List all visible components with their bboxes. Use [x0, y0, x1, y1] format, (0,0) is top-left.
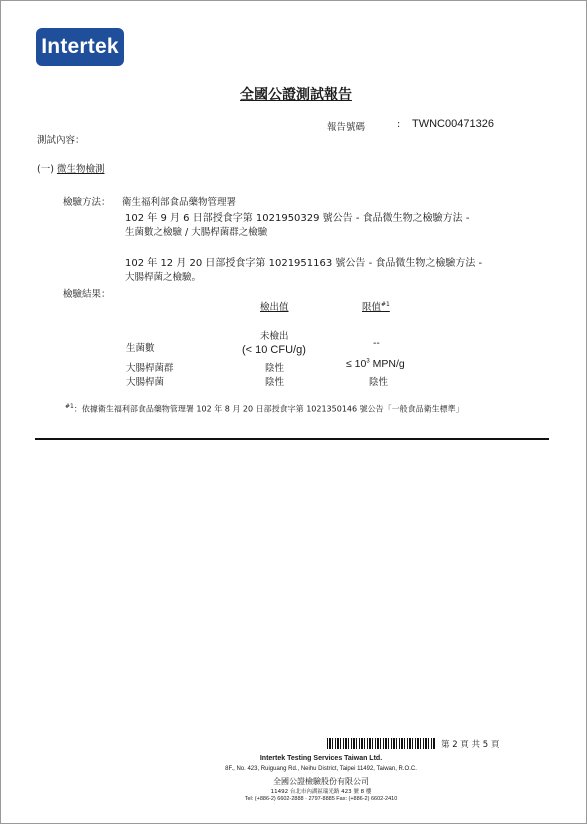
result-item: 大腸桿菌群: [126, 363, 174, 374]
result-limit: ≤ $10^3$ MPN/g: [346, 358, 405, 370]
method-label: 檢驗方法：: [63, 197, 111, 208]
result-value: 陰性: [265, 377, 285, 388]
method-line: 生菌數之檢驗 / 大腸桿菌群之檢驗: [125, 227, 268, 238]
report-number-label: 報告號碼: [327, 122, 366, 133]
footer-company-zh: 全國公證檢驗股份有限公司: [273, 777, 369, 786]
result-item: 生菌數: [126, 343, 155, 354]
result-item: 大腸桿菌: [126, 377, 165, 388]
result-value: 未檢出: [260, 331, 289, 342]
footnote: [65, 401, 535, 415]
report-number-separator: :: [397, 119, 401, 130]
method-line: 衛生福利部食品藥物管理署: [122, 197, 237, 208]
report-number-value: TWNC00471326: [412, 118, 494, 130]
result-value-detail: (< 10 CFU/g): [242, 344, 306, 356]
method-line: 102 年 9 月 6 日部授食字第 1021950329 號公告 - 食品微生物之檢驗方法 -: [125, 213, 470, 224]
result-limit: --: [373, 338, 380, 349]
result-value: 陰性: [265, 363, 285, 374]
results-label: 檢驗結果：: [63, 289, 111, 300]
footnote-mark: #1: [65, 403, 74, 410]
footer-address-zh: 11492 台北市內湖區瑞光路 423 號 8 樓: [270, 789, 372, 795]
section-divider: [35, 438, 549, 440]
footer-address-en: 8F., No. 423, Ruiguang Rd., Neihu District, Taipei 11492, Taiwan, R.O.C.: [225, 766, 417, 772]
limit-note-mark: #1: [381, 300, 390, 308]
page-number: 第 2 頁 共 5 頁: [441, 740, 500, 750]
footer-company-en: Intertek Testing Services Taiwan Ltd.: [259, 755, 383, 762]
test-content-label: 測試內容：: [37, 135, 85, 146]
report-title: 全國公證測試報告: [240, 87, 352, 103]
footer-contact: Tel: (+886-2) 6602-2888 · 2797-8885 Fax: (+886-2) 6602-2410: [244, 796, 398, 802]
section-heading: [37, 161, 104, 175]
section-name: 微生物檢測: [56, 164, 105, 175]
barcode: [327, 738, 435, 749]
header-detected-value: 檢出值: [260, 302, 289, 313]
header-limit: 限值$^{\#1}$: [362, 300, 390, 313]
method-line: 大腸桿菌之檢驗。: [125, 272, 202, 283]
result-limit: 陰性: [369, 377, 389, 388]
method-line: 102 年 12 月 20 日部授食字第 1021951163 號公告 - 食品微生物之檢驗方法 -: [125, 258, 483, 269]
intertek-logo: Intertek: [36, 28, 124, 66]
footnote-text: ：依據衛生福利部食品藥物管理署 102 年 8 月 20 日部授食字第 1021350146 號公告「一般食品衛生標準」: [73, 404, 464, 414]
section-prefix: (一): [37, 164, 57, 175]
